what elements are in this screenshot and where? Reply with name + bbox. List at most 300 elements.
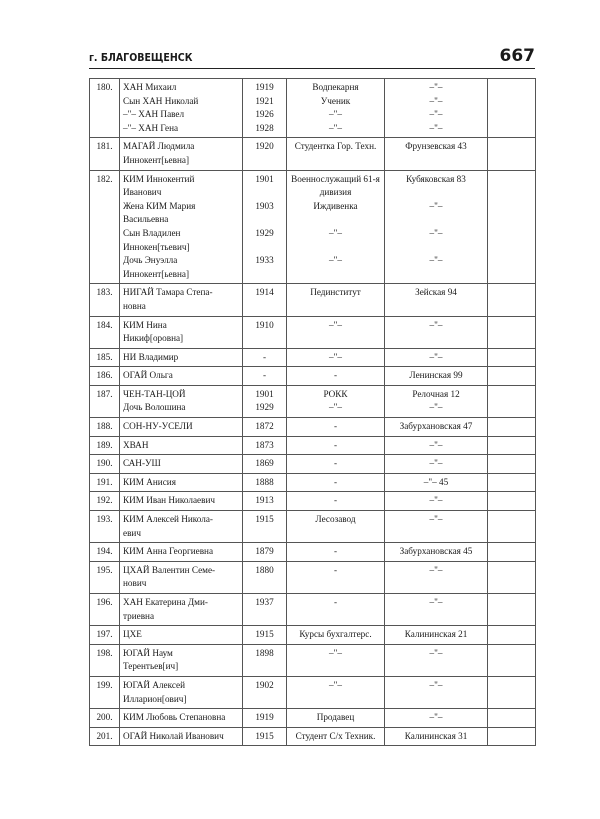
birth-year-line: 1915 <box>255 730 274 741</box>
records-body <box>90 79 536 746</box>
occupation-line: Военнослужащий 61-я <box>291 173 380 184</box>
birth-year-line: 1869 <box>255 458 274 469</box>
occupation-cell <box>287 455 385 474</box>
notes-cell <box>488 367 536 386</box>
person-name-line: Сын ХАН Николай <box>123 95 199 106</box>
occupation-line: Курсы бухгалтерс. <box>299 629 372 640</box>
occupation-cell <box>287 644 385 676</box>
person-name-line: –"– ХАН Гена <box>123 122 179 133</box>
birth-year-cell <box>243 436 287 455</box>
address-line: –"– <box>429 712 443 723</box>
record-number-cell <box>90 367 120 386</box>
table-row <box>90 626 536 645</box>
table-row <box>90 138 536 170</box>
address-line: Фрунзевская 43 <box>405 141 467 152</box>
birth-year-line: 1915 <box>255 514 274 525</box>
table-row <box>90 367 536 386</box>
address-line: –"– <box>429 351 443 362</box>
address-cell <box>385 348 488 367</box>
record-number-cell <box>90 626 120 645</box>
person-name-cell <box>120 418 243 437</box>
record-number: 186. <box>96 370 113 381</box>
occupation-cell <box>287 138 385 170</box>
address-line: –"– <box>429 597 443 607</box>
notes-cell <box>488 385 536 417</box>
birth-year-cell <box>243 727 287 746</box>
birth-year-cell <box>243 492 287 511</box>
person-name-line: ОГАЙ Николай Иванович <box>123 730 224 741</box>
occupation-line: Водпекарня <box>312 82 359 92</box>
person-name-line: евич <box>123 527 141 538</box>
address-line: Калининская 31 <box>404 730 468 741</box>
table-row <box>90 436 536 455</box>
address-line: Кубяковская 83 <box>406 173 466 184</box>
occupation-line: - <box>333 370 338 381</box>
occupation-cell <box>287 170 385 284</box>
occupation-cell <box>287 284 385 316</box>
birth-year-line: 1919 <box>255 82 274 92</box>
occupation-line: –"– <box>329 227 342 238</box>
person-name-line: Дочь Волошина <box>123 402 186 413</box>
record-number: 192. <box>96 495 113 506</box>
person-name-line: –"– ХАН Павел <box>123 109 185 120</box>
record-number: 195. <box>96 564 113 575</box>
table-row <box>90 473 536 492</box>
birth-year-cell <box>243 316 287 348</box>
person-name-line: новна <box>123 300 146 311</box>
record-number: 182. <box>96 173 113 184</box>
table-row <box>90 79 536 138</box>
record-number-cell <box>90 543 120 562</box>
birth-year-line: 1929 <box>255 227 274 238</box>
record-number-cell <box>90 170 120 284</box>
address-cell <box>385 138 488 170</box>
occupation-line: - <box>333 546 338 557</box>
occupation-cell <box>287 709 385 728</box>
birth-year-cell <box>243 385 287 417</box>
person-name-line: Илларион[ович] <box>123 693 187 704</box>
record-number: 196. <box>96 597 113 607</box>
birth-year-line: 1915 <box>255 629 274 640</box>
person-name-line: ЮГАЙ Наум <box>123 647 173 658</box>
occupation-line: - <box>333 597 338 607</box>
occupation-cell <box>287 676 385 708</box>
person-name-line: ХВАН <box>123 439 149 450</box>
table-row <box>90 543 536 562</box>
address-cell <box>385 367 488 386</box>
person-name-cell <box>120 676 243 708</box>
person-name-line: КИМ Анисия <box>123 476 176 487</box>
occupation-line: РОКК <box>323 388 348 399</box>
person-name-line: ХАН Михаил <box>123 82 177 92</box>
table-row <box>90 492 536 511</box>
birth-year-cell <box>243 543 287 562</box>
table-row <box>90 676 536 708</box>
person-name-line: КИМ Иннокентий <box>123 173 195 184</box>
occupation-cell <box>287 418 385 437</box>
person-name-cell <box>120 543 243 562</box>
person-name-cell <box>120 473 243 492</box>
occupation-line: –"– <box>329 122 342 133</box>
notes-cell <box>488 79 536 138</box>
notes-cell <box>488 644 536 676</box>
person-name-cell <box>120 316 243 348</box>
person-name-cell <box>120 492 243 511</box>
address-cell <box>385 709 488 728</box>
person-name-cell <box>120 709 243 728</box>
record-number: 185. <box>96 351 113 362</box>
notes-cell <box>488 543 536 562</box>
notes-cell <box>488 316 536 348</box>
record-number-cell <box>90 561 120 593</box>
table-row <box>90 418 536 437</box>
birth-year-line: 1920 <box>255 141 274 152</box>
birth-year-line: 1872 <box>255 421 274 432</box>
person-name-cell <box>120 511 243 543</box>
occupation-line: –"– <box>329 109 342 120</box>
record-number: 189. <box>96 439 113 450</box>
occupation-line: –"– <box>329 255 342 266</box>
record-number-cell <box>90 492 120 511</box>
person-name-cell <box>120 79 243 138</box>
person-name-line: НИГАЙ Тамара Степа- <box>123 287 213 298</box>
occupation-line: - <box>333 495 338 506</box>
occupation-line: Студентка Гор. Техн. <box>294 141 377 152</box>
notes-cell <box>488 170 536 284</box>
person-name-line: ХАН Екатерина Дми- <box>123 597 208 607</box>
occupation-line <box>290 268 381 282</box>
address-cell <box>385 511 488 543</box>
notes-cell <box>488 492 536 511</box>
table-row <box>90 511 536 543</box>
occupation-line: - <box>333 564 338 575</box>
address-line: –"– <box>429 458 443 469</box>
address-cell <box>385 594 488 626</box>
header-city-title: г. БЛАГОВЕЩЕНСК <box>89 52 193 64</box>
occupation-cell <box>287 79 385 138</box>
record-number-cell <box>90 385 120 417</box>
record-number: 187. <box>96 388 113 399</box>
record-number: 194. <box>96 546 113 557</box>
occupation-line: –"– <box>329 679 342 690</box>
address-cell <box>385 543 488 562</box>
address-line: –"– <box>429 227 443 238</box>
record-number: 181. <box>96 141 113 152</box>
address-cell <box>385 385 488 417</box>
birth-year-cell <box>243 170 287 284</box>
address-line: –"– <box>429 319 443 330</box>
address-line: Зейская 94 <box>415 287 457 298</box>
occupation-line <box>290 213 381 227</box>
address-cell <box>385 79 488 138</box>
record-number: 184. <box>96 319 113 330</box>
occupation-line: Пединститут <box>310 287 361 298</box>
address-cell <box>385 170 488 284</box>
person-name-line: КИМ Нина <box>123 319 167 330</box>
birth-year-line <box>246 241 283 255</box>
address-cell <box>385 455 488 474</box>
record-number-cell <box>90 284 120 316</box>
address-line <box>388 213 484 227</box>
notes-cell <box>488 473 536 492</box>
person-name-line: КИМ Анна Георгиевна <box>123 546 214 557</box>
occupation-cell <box>287 727 385 746</box>
birth-year-line: 1928 <box>255 122 274 133</box>
address-line: –"– <box>429 109 443 120</box>
birth-year-line: 1903 <box>255 200 274 211</box>
record-number: 193. <box>96 514 113 525</box>
birth-year-cell <box>243 79 287 138</box>
record-number-cell <box>90 676 120 708</box>
person-name-cell <box>120 170 243 284</box>
address-cell <box>385 626 488 645</box>
table-row <box>90 170 536 284</box>
occupation-cell <box>287 348 385 367</box>
birth-year-cell <box>243 561 287 593</box>
record-number-cell <box>90 727 120 746</box>
notes-cell <box>488 727 536 746</box>
birth-year-line: 1933 <box>255 255 274 266</box>
birth-year-cell <box>243 284 287 316</box>
birth-year-line: 1902 <box>255 679 274 690</box>
birth-year-line <box>246 268 283 282</box>
person-name-cell <box>120 594 243 626</box>
person-name-cell <box>120 561 243 593</box>
record-number: 197. <box>96 629 113 640</box>
record-number: 188. <box>96 421 113 432</box>
birth-year-cell <box>243 367 287 386</box>
birth-year-line: 1913 <box>255 495 274 506</box>
address-cell <box>385 316 488 348</box>
person-name-line: МАГАЙ Людмила <box>123 141 195 152</box>
birth-year-line: 1910 <box>255 319 274 330</box>
address-line: –"– <box>429 200 443 211</box>
person-name-line: НИ Владимир <box>123 351 179 362</box>
notes-cell <box>488 436 536 455</box>
occupation-cell <box>287 385 385 417</box>
birth-year-line: - <box>262 351 267 362</box>
birth-year-line: 1879 <box>255 546 274 557</box>
person-name-line: нович <box>123 578 147 589</box>
birth-year-line: 1873 <box>255 439 274 450</box>
occupation-cell <box>287 367 385 386</box>
address-line: –"– <box>429 122 443 133</box>
birth-year-line: 1901 <box>255 388 274 399</box>
occupation-line: Студент С/х Техник. <box>295 730 376 741</box>
address-line: –"– <box>429 439 443 450</box>
birth-year-line: 1914 <box>255 287 274 298</box>
record-number-cell <box>90 644 120 676</box>
occupation-line: Ученик <box>320 95 351 106</box>
address-line: –"– <box>429 402 443 413</box>
occupation-line: - <box>333 476 338 487</box>
notes-cell <box>488 709 536 728</box>
occupation-cell <box>287 316 385 348</box>
occupation-line: - <box>333 458 338 469</box>
notes-cell <box>488 284 536 316</box>
birth-year-line: 1921 <box>255 95 274 106</box>
occupation-cell <box>287 594 385 626</box>
record-number-cell <box>90 138 120 170</box>
person-name-line: Иннокен[тьевич] <box>123 241 190 252</box>
occupation-cell <box>287 543 385 562</box>
occupation-line: Лесозавод <box>315 514 356 525</box>
address-line <box>388 268 484 282</box>
record-number: 180. <box>96 82 113 92</box>
birth-year-line: 1888 <box>255 476 274 487</box>
person-name-cell <box>120 385 243 417</box>
birth-year-cell <box>243 348 287 367</box>
address-line: Забурхановская 47 <box>399 421 473 432</box>
person-name-line: САН-УШ <box>123 458 161 469</box>
person-name-line: Никиф[оровна] <box>123 333 184 344</box>
page-number: 667 <box>499 46 535 66</box>
birth-year-line <box>246 213 283 227</box>
notes-cell <box>488 511 536 543</box>
occupation-line: Продавец <box>316 712 355 723</box>
notes-cell <box>488 626 536 645</box>
person-name-line: Васильевна <box>123 214 169 225</box>
birth-year-cell <box>243 418 287 437</box>
table-row <box>90 709 536 728</box>
address-line: –"– <box>429 495 443 506</box>
person-name-line: Дочь Энуэлла <box>123 255 178 266</box>
record-number-cell <box>90 709 120 728</box>
occupation-cell <box>287 511 385 543</box>
notes-cell <box>488 455 536 474</box>
person-name-line: Жена КИМ Мария <box>123 200 196 211</box>
record-number-cell <box>90 79 120 138</box>
birth-year-cell <box>243 594 287 626</box>
occupation-line: –"– <box>329 647 342 658</box>
birth-year-line <box>246 186 283 200</box>
address-cell <box>385 561 488 593</box>
notes-cell <box>488 676 536 708</box>
address-cell <box>385 284 488 316</box>
record-number-cell <box>90 594 120 626</box>
person-name-line: Сын Владилен <box>123 227 181 238</box>
birth-year-line: 1898 <box>255 647 274 658</box>
record-number-cell <box>90 473 120 492</box>
person-name-line: триевна <box>123 610 155 621</box>
record-number: 199. <box>96 679 113 690</box>
address-cell <box>385 418 488 437</box>
address-cell <box>385 436 488 455</box>
record-number: 201. <box>96 730 113 741</box>
occupation-line: дивизия <box>319 187 352 198</box>
birth-year-line: 1880 <box>255 564 274 575</box>
person-name-line: ЧЕН-ТАН-ЦОЙ <box>123 388 186 399</box>
notes-cell <box>488 348 536 367</box>
person-name-line: КИМ Иван Николаевич <box>123 495 216 506</box>
address-cell <box>385 644 488 676</box>
page-header <box>89 42 535 69</box>
person-name-line: КИМ Любовь Степановна <box>123 712 226 723</box>
record-number: 190. <box>96 458 113 469</box>
person-name-line: ЮГАЙ Алексей <box>123 679 186 690</box>
birth-year-cell <box>243 455 287 474</box>
address-cell <box>385 473 488 492</box>
person-name-cell <box>120 727 243 746</box>
address-line: –"– <box>429 82 443 92</box>
record-number-cell <box>90 511 120 543</box>
address-cell <box>385 727 488 746</box>
record-number-cell <box>90 418 120 437</box>
birth-year-cell <box>243 709 287 728</box>
occupation-cell <box>287 436 385 455</box>
address-line: –"– <box>429 564 443 575</box>
address-line: –"– 45 <box>423 476 449 487</box>
records-table <box>89 78 536 746</box>
address-line: –"– <box>429 514 443 525</box>
occupation-cell <box>287 473 385 492</box>
record-number-cell <box>90 436 120 455</box>
address-line: –"– <box>429 255 443 266</box>
address-line <box>388 186 484 200</box>
person-name-line: Иннокент[ьевна] <box>123 154 190 165</box>
person-name-line: Иннокент[ьевна] <box>123 268 190 279</box>
table-row <box>90 284 536 316</box>
birth-year-line: 1929 <box>255 402 274 413</box>
birth-year-cell <box>243 473 287 492</box>
record-number-cell <box>90 348 120 367</box>
person-name-line: КИМ Алексей Никола- <box>123 514 213 525</box>
address-line: –"– <box>429 647 443 658</box>
birth-year-line: - <box>262 370 267 381</box>
person-name-line: Терентьев[ич] <box>123 661 179 672</box>
address-line: Калининская 21 <box>404 629 468 640</box>
person-name-cell <box>120 644 243 676</box>
person-name-cell <box>120 455 243 474</box>
occupation-cell <box>287 492 385 511</box>
address-line: Забурхановская 45 <box>399 546 473 557</box>
occupation-line: - <box>333 439 338 450</box>
table-row <box>90 455 536 474</box>
birth-year-line: 1926 <box>255 109 274 120</box>
notes-cell <box>488 138 536 170</box>
occupation-cell <box>287 561 385 593</box>
table-row <box>90 385 536 417</box>
person-name-cell <box>120 348 243 367</box>
occupation-line: –"– <box>329 319 342 330</box>
birth-year-cell <box>243 644 287 676</box>
birth-year-line: 1919 <box>255 712 274 723</box>
record-number: 183. <box>96 287 113 298</box>
table-row <box>90 561 536 593</box>
notes-cell <box>488 594 536 626</box>
record-number-cell <box>90 455 120 474</box>
birth-year-cell <box>243 511 287 543</box>
address-line: –"– <box>429 679 443 690</box>
person-name-cell <box>120 367 243 386</box>
notes-cell <box>488 561 536 593</box>
birth-year-cell <box>243 626 287 645</box>
birth-year-line: 1901 <box>255 173 274 184</box>
table-row <box>90 594 536 626</box>
address-cell <box>385 492 488 511</box>
occupation-line: –"– <box>329 351 342 362</box>
table-row <box>90 348 536 367</box>
occupation-line <box>290 241 381 255</box>
address-line: –"– <box>429 95 443 106</box>
address-cell <box>385 676 488 708</box>
table-row <box>90 727 536 746</box>
occupation-cell <box>287 626 385 645</box>
person-name-line: ЦХЕ <box>123 629 142 640</box>
birth-year-line: 1937 <box>255 597 274 607</box>
person-name-line: Иванович <box>123 187 162 198</box>
person-name-line: ОГАЙ Ольга <box>123 370 173 381</box>
